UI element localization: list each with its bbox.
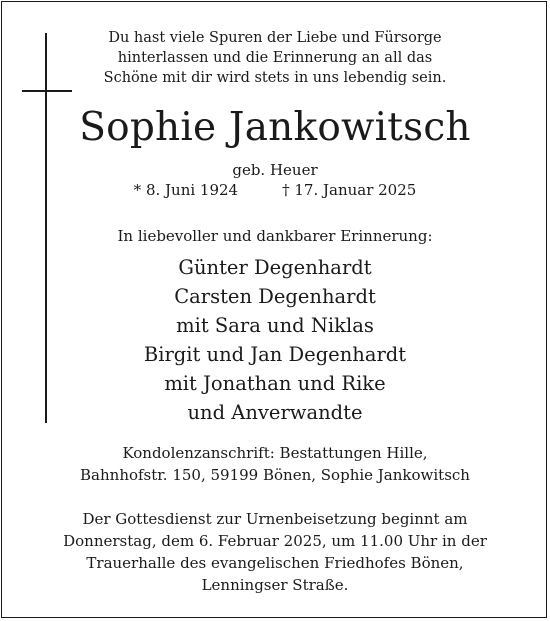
mourners-list xyxy=(0,253,550,427)
birth-name: geb. Heuer xyxy=(232,161,318,179)
service-line: Trauerhalle des evangelischen Friedhofes Bönen, xyxy=(86,554,464,572)
mourner-line: Carsten Degenhardt xyxy=(174,285,376,308)
mourner-line: mit Sara und Niklas xyxy=(176,314,374,337)
service-info xyxy=(0,508,550,596)
memorial-poem xyxy=(0,28,550,88)
cross-horizontal-bar xyxy=(22,90,72,92)
poem-line: hinterlassen und die Erinnerung an all das xyxy=(117,50,433,66)
mourning-intro: In liebevoller und dankbarer Erinnerung: xyxy=(117,227,433,245)
condolence-address xyxy=(0,442,550,486)
service-line: Der Gottesdienst zur Urnenbeisetzung beginnt am xyxy=(82,510,468,528)
service-line: Lenningser Straße. xyxy=(201,576,349,594)
condolence-line: Bahnhofstr. 150, 59199 Bönen, Sophie Jankowitsch xyxy=(80,466,470,484)
death-date: † 17. Januar 2025 xyxy=(282,181,417,199)
mourner-line: Birgit und Jan Degenhardt xyxy=(143,343,407,366)
deceased-name: Sophie Jankowitsch xyxy=(79,105,471,150)
mourner-line: und Anverwandte xyxy=(187,401,363,424)
mourner-line: mit Jonathan und Rike xyxy=(164,372,386,395)
poem-line: Du hast viele Spuren der Liebe und Fürsorge xyxy=(108,30,442,46)
poem-line: Schöne mit dir wird stets in uns lebendig sein. xyxy=(103,70,447,86)
life-dates xyxy=(0,180,550,200)
mourner-line: Günter Degenhardt xyxy=(178,256,372,279)
service-line: Donnerstag, dem 6. Februar 2025, um 11.00 Uhr in der xyxy=(63,532,487,550)
condolence-line: Kondolenzanschrift: Bestattungen Hille, xyxy=(122,444,428,462)
birth-date: * 8. Juni 1924 xyxy=(133,181,239,199)
